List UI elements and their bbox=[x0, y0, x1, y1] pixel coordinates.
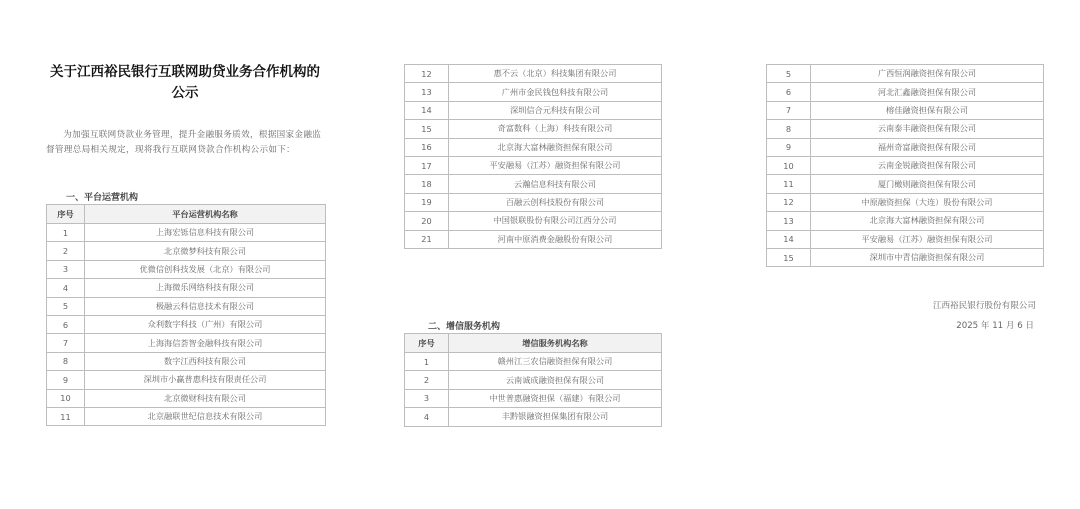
row-organization-name: 深圳市小赢普惠科技有限责任公司 bbox=[85, 371, 326, 389]
row-number: 9 bbox=[767, 138, 811, 156]
row-organization-name: 平安融易（江苏）融资担保有限公司 bbox=[449, 156, 662, 174]
row-number: 17 bbox=[405, 156, 449, 174]
table-row bbox=[767, 175, 1044, 193]
table-row bbox=[405, 353, 662, 371]
row-number: 12 bbox=[405, 65, 449, 83]
row-number: 14 bbox=[405, 101, 449, 119]
row-organization-name: 北京微财科技有限公司 bbox=[85, 389, 326, 407]
table-row bbox=[47, 260, 326, 278]
row-number: 8 bbox=[767, 120, 811, 138]
row-number: 4 bbox=[405, 408, 449, 426]
table-row bbox=[405, 212, 662, 230]
section-1-table-continued bbox=[404, 64, 662, 249]
row-number: 16 bbox=[405, 138, 449, 156]
row-organization-name: 广州市金民钱包科技有限公司 bbox=[449, 83, 662, 101]
row-number: 15 bbox=[767, 248, 811, 266]
row-number: 11 bbox=[47, 407, 85, 425]
row-number: 11 bbox=[767, 175, 811, 193]
document-title bbox=[50, 62, 320, 104]
document-intro: 为加强互联网贷款业务管理，提升金融服务质效，根据国家金融监督管理总局相关规定，现将我行互联网贷款合作机构公示如下： bbox=[46, 130, 322, 155]
row-organization-name: 百融云创科技股份有限公司 bbox=[449, 193, 662, 211]
row-organization-name: 极融云科信息技术有限公司 bbox=[85, 297, 326, 315]
row-organization-name: 北京融联世纪信息技术有限公司 bbox=[85, 407, 326, 425]
column-header-name: 平台运营机构名称 bbox=[85, 205, 326, 224]
table-row bbox=[47, 242, 326, 260]
document-page-1 bbox=[40, 48, 330, 448]
table-row bbox=[767, 230, 1044, 248]
table-row bbox=[47, 297, 326, 315]
table-row bbox=[767, 156, 1044, 174]
row-organization-name: 惠不云（北京）科技集团有限公司 bbox=[449, 65, 662, 83]
table-row bbox=[405, 408, 662, 426]
table-row bbox=[405, 83, 662, 101]
table-row bbox=[47, 407, 326, 425]
row-number: 1 bbox=[47, 224, 85, 242]
table-row bbox=[405, 230, 662, 248]
row-number: 3 bbox=[405, 389, 449, 407]
row-number: 7 bbox=[47, 334, 85, 352]
table-row bbox=[767, 212, 1044, 230]
signature-org: 江西裕民银行股份有限公司 bbox=[932, 301, 1036, 311]
document-title-line-2: 公示 bbox=[171, 85, 199, 101]
row-number: 20 bbox=[405, 212, 449, 230]
row-organization-name: 中原融资担保（大连）股份有限公司 bbox=[811, 193, 1044, 211]
column-header-no: 序号 bbox=[47, 205, 85, 224]
row-organization-name: 云南泰丰融资担保有限公司 bbox=[811, 120, 1044, 138]
section-2-table-continued bbox=[766, 64, 1044, 267]
row-number: 1 bbox=[405, 353, 449, 371]
document-page-3 bbox=[760, 56, 1050, 346]
row-number: 18 bbox=[405, 175, 449, 193]
row-number: 7 bbox=[767, 101, 811, 119]
row-number: 13 bbox=[405, 83, 449, 101]
table-row bbox=[405, 101, 662, 119]
row-number: 12 bbox=[767, 193, 811, 211]
row-organization-name: 河北汇鑫融资担保有限公司 bbox=[811, 83, 1044, 101]
table-row bbox=[47, 334, 326, 352]
table-row bbox=[47, 389, 326, 407]
row-organization-name: 上海宏铄信息科技有限公司 bbox=[85, 224, 326, 242]
column-header-no: 序号 bbox=[405, 334, 449, 353]
table-row bbox=[405, 175, 662, 193]
table-row bbox=[47, 371, 326, 389]
row-organization-name: 云瀚信息科技有限公司 bbox=[449, 175, 662, 193]
table-row bbox=[47, 352, 326, 370]
section-1-table bbox=[46, 204, 326, 426]
row-organization-name: 丰黔银融资担保集团有限公司 bbox=[449, 408, 662, 426]
row-number: 15 bbox=[405, 120, 449, 138]
row-number: 10 bbox=[47, 389, 85, 407]
row-number: 19 bbox=[405, 193, 449, 211]
row-number: 6 bbox=[767, 83, 811, 101]
table-row bbox=[47, 224, 326, 242]
table-row bbox=[767, 83, 1044, 101]
row-organization-name: 上海海信荟智金融科技有限公司 bbox=[85, 334, 326, 352]
row-organization-name: 优微信创科技发展（北京）有限公司 bbox=[85, 260, 326, 278]
row-organization-name: 北京海大富林融资担保有限公司 bbox=[811, 212, 1044, 230]
table-row bbox=[767, 101, 1044, 119]
row-organization-name: 赣州江三农信融资担保有限公司 bbox=[449, 353, 662, 371]
table-row bbox=[767, 193, 1044, 211]
row-organization-name: 中世普惠融资担保（福建）有限公司 bbox=[449, 389, 662, 407]
table-row bbox=[405, 371, 662, 389]
row-number: 9 bbox=[47, 371, 85, 389]
document-title-line-1: 关于江西裕民银行互联网助贷业务合作机构的 bbox=[50, 64, 320, 80]
row-number: 21 bbox=[405, 230, 449, 248]
row-organization-name: 福州奇富融资担保有限公司 bbox=[811, 138, 1044, 156]
table-row bbox=[405, 389, 662, 407]
row-number: 10 bbox=[767, 156, 811, 174]
row-organization-name: 奇富数科（上海）科技有限公司 bbox=[449, 120, 662, 138]
table-row bbox=[767, 248, 1044, 266]
table-row bbox=[405, 156, 662, 174]
row-organization-name: 北京微梦科技有限公司 bbox=[85, 242, 326, 260]
table-header-row bbox=[405, 334, 662, 353]
row-number: 6 bbox=[47, 315, 85, 333]
document-page-2 bbox=[398, 56, 668, 446]
table-header-row bbox=[47, 205, 326, 224]
row-organization-name: 深圳市中青信融资担保有限公司 bbox=[811, 248, 1044, 266]
table-row bbox=[47, 279, 326, 297]
row-organization-name: 深圳信合元科技有限公司 bbox=[449, 101, 662, 119]
row-organization-name: 云南诚成融资担保有限公司 bbox=[449, 371, 662, 389]
row-organization-name: 榕佳融资担保有限公司 bbox=[811, 101, 1044, 119]
row-number: 14 bbox=[767, 230, 811, 248]
table-row bbox=[767, 65, 1044, 83]
section-2-table-body-continued bbox=[767, 65, 1044, 267]
signature-date: 2025 年 11 月 6 日 bbox=[956, 321, 1034, 331]
row-number: 2 bbox=[405, 371, 449, 389]
section-1-heading: 一、平台运营机构 bbox=[66, 193, 139, 203]
row-organization-name: 上海微乐网络科技有限公司 bbox=[85, 279, 326, 297]
row-organization-name: 河南中原消费金融股份有限公司 bbox=[449, 230, 662, 248]
row-number: 13 bbox=[767, 212, 811, 230]
section-1-table-body-continued bbox=[405, 65, 662, 249]
row-organization-name: 云南金锐融资担保有限公司 bbox=[811, 156, 1044, 174]
table-row bbox=[405, 65, 662, 83]
table-row bbox=[47, 315, 326, 333]
row-organization-name: 中国银联股份有限公司江西分公司 bbox=[449, 212, 662, 230]
row-organization-name: 厦门橄则融资担保有限公司 bbox=[811, 175, 1044, 193]
row-organization-name: 众利数字科技（广州）有限公司 bbox=[85, 315, 326, 333]
row-number: 2 bbox=[47, 242, 85, 260]
section-2-heading: 二、增信服务机构 bbox=[428, 322, 501, 332]
row-organization-name: 数字江西科技有限公司 bbox=[85, 352, 326, 370]
row-number: 5 bbox=[47, 297, 85, 315]
row-organization-name: 北京海大富林融资担保有限公司 bbox=[449, 138, 662, 156]
table-row bbox=[405, 138, 662, 156]
row-organization-name: 广西恒润融资担保有限公司 bbox=[811, 65, 1044, 83]
section-1-table-body bbox=[47, 224, 326, 426]
table-row bbox=[405, 120, 662, 138]
row-number: 5 bbox=[767, 65, 811, 83]
column-header-name: 增信服务机构名称 bbox=[449, 334, 662, 353]
row-number: 3 bbox=[47, 260, 85, 278]
table-row bbox=[767, 138, 1044, 156]
table-row bbox=[767, 120, 1044, 138]
section-2-table bbox=[404, 333, 662, 427]
row-number: 8 bbox=[47, 352, 85, 370]
table-row bbox=[405, 193, 662, 211]
row-organization-name: 平安融易（江苏）融资担保有限公司 bbox=[811, 230, 1044, 248]
section-2-table-body bbox=[405, 353, 662, 427]
row-number: 4 bbox=[47, 279, 85, 297]
